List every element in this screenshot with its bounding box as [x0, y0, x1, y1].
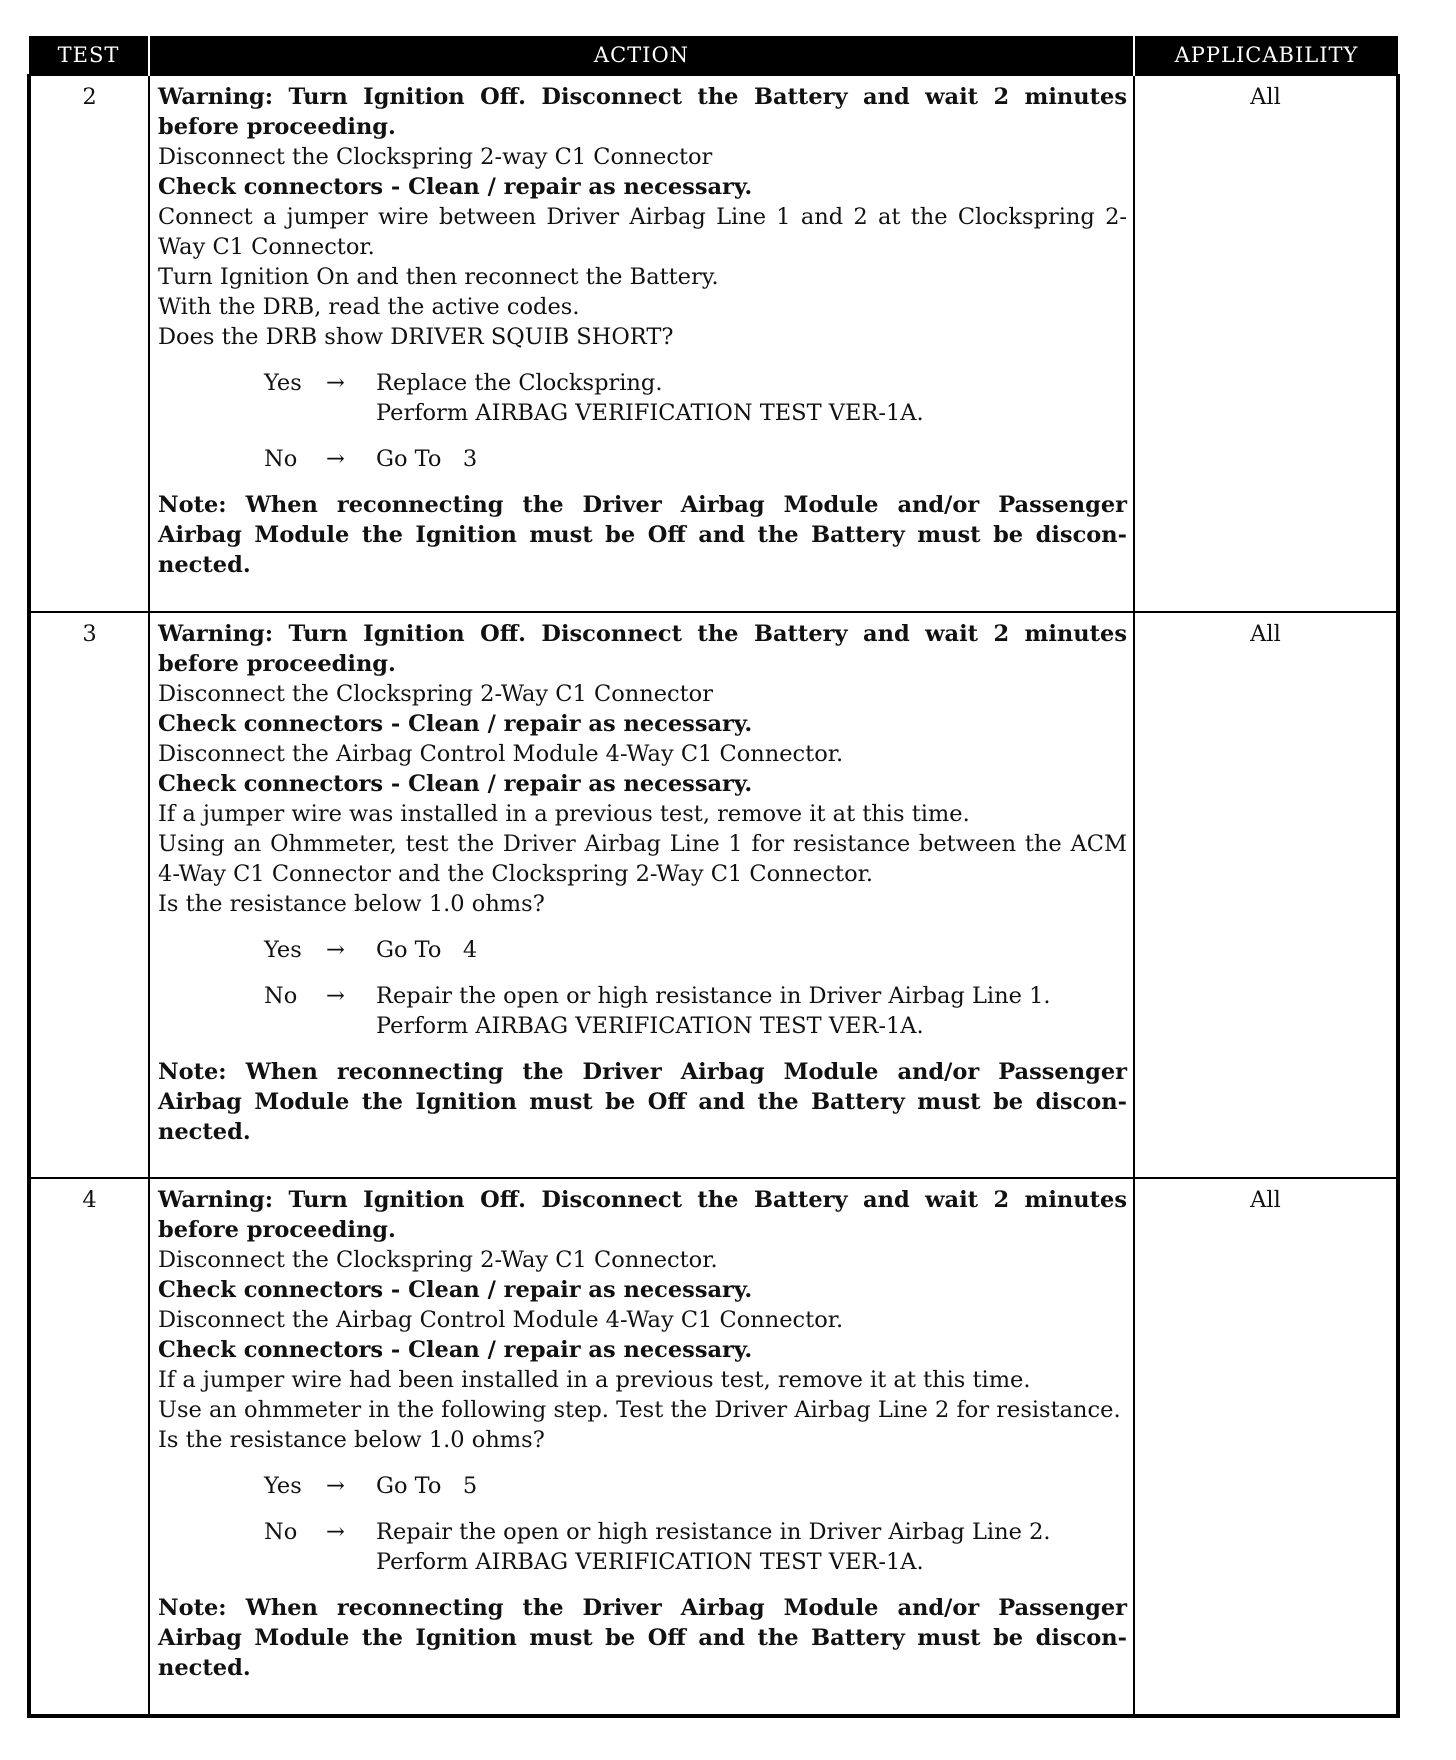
- diagnostic-test-sheet: [27, 36, 1396, 1718]
- note-text: Note: When reconnecting the Driver Airbag Module and/or Passenger Airbag Module the Ignition must be Off and the Battery must be discon-nected.: [158, 1595, 1127, 1681]
- step-text: Check connectors - Clean / repair as necessary.: [158, 1337, 753, 1363]
- arrow-right-icon: →: [326, 1473, 345, 1499]
- step-text: With the DRB, read the active codes.: [158, 294, 580, 320]
- note-text: Note: When reconnecting the Driver Airbag Module and/or Passenger Airbag Module the Ignition must be Off and the Battery must be discon-nected.: [158, 1058, 1127, 1145]
- yes-outcome-body: [376, 1471, 1127, 1501]
- yes-label: Yes: [264, 370, 302, 396]
- arrow-right-icon: →: [326, 936, 345, 963]
- yes-outcome: [158, 1471, 1127, 1501]
- no-outcome: [158, 981, 1127, 1041]
- yes-outcome: [158, 935, 1127, 965]
- no-outcome-line: Perform AIRBAG VERIFICATION TEST VER-1A.: [376, 1549, 924, 1575]
- applicability-value: All: [1134, 1178, 1398, 1716]
- no-outcome-line: Repair the open or high resistance in Driver Airbag Line 2.: [376, 1519, 1051, 1545]
- action-cell: [149, 75, 1134, 612]
- yes-outcome-body: [376, 935, 1127, 965]
- note-text: Note: When reconnecting the Driver Airbag Module and/or Passenger Airbag Module the Ignition must be Off and the Battery must be discon-nected.: [158, 492, 1127, 578]
- test-number: 4: [29, 1178, 149, 1716]
- arrow-right-icon: →: [326, 370, 345, 396]
- no-outcome-body: [376, 444, 1127, 474]
- step-text: Use an ohmmeter in the following step. Test the Driver Airbag Line 2 for resistance.: [158, 1397, 1121, 1423]
- step-text: Check connectors - Clean / repair as necessary.: [158, 710, 753, 737]
- warning-text: Warning: Turn Ignition Off. Disconnect the Battery and wait 2 minutes before proceeding.: [158, 1187, 1127, 1243]
- step-text: Check connectors - Clean / repair as necessary.: [158, 770, 753, 797]
- step-text: Disconnect the Clockspring 2-Way C1 Connector.: [158, 1247, 718, 1273]
- table-row: [29, 75, 1398, 612]
- yes-outcome-line: Replace the Clockspring.: [376, 370, 663, 396]
- table-header-row: [29, 36, 1398, 75]
- test-number: 2: [29, 75, 149, 612]
- no-outcome-line: Go To 3: [376, 446, 478, 472]
- no-label: No: [264, 1519, 298, 1545]
- diagnostic-test-table: [27, 36, 1400, 1718]
- step-text: Connect a jumper wire between Driver Airbag Line 1 and 2 at the Clockspring 2-Way C1 Connector.: [158, 204, 1127, 260]
- step-text: Is the resistance below 1.0 ohms?: [158, 890, 545, 917]
- yes-outcome: [158, 368, 1127, 428]
- no-label: No: [264, 982, 298, 1009]
- applicability-value: All: [1134, 75, 1398, 612]
- no-outcome: [158, 444, 1127, 474]
- no-label: No: [264, 446, 298, 472]
- step-text: Using an Ohmmeter, test the Driver Airbag Line 1 for resistance between the ACM 4-Way C1 Connector and the Clockspring 2-Way C1 Connector.: [158, 830, 1127, 887]
- step-text: Check connectors - Clean / repair as necessary.: [158, 174, 753, 200]
- applicability-value: All: [1134, 612, 1398, 1179]
- yes-outcome-line: Perform AIRBAG VERIFICATION TEST VER-1A.: [376, 400, 924, 426]
- step-text: Is the resistance below 1.0 ohms?: [158, 1427, 545, 1453]
- step-text: If a jumper wire was installed in a previous test, remove it at this time.: [158, 800, 970, 827]
- step-text: If a jumper wire had been installed in a previous test, remove it at this time.: [158, 1367, 1031, 1393]
- no-outcome-body: [376, 981, 1127, 1041]
- yes-label: Yes: [264, 936, 302, 963]
- warning-text: Warning: Turn Ignition Off. Disconnect the Battery and wait 2 minutes before proceeding.: [158, 84, 1127, 140]
- no-outcome-line: Repair the open or high resistance in Driver Airbag Line 1.: [376, 982, 1051, 1009]
- step-text: Disconnect the Airbag Control Module 4-Way C1 Connector.: [158, 1307, 844, 1333]
- step-text: Check connectors - Clean / repair as necessary.: [158, 1277, 753, 1303]
- action-cell: [149, 1178, 1134, 1716]
- arrow-right-icon: →: [326, 446, 345, 472]
- step-text: Turn Ignition On and then reconnect the Battery.: [158, 264, 719, 290]
- arrow-right-icon: →: [326, 982, 345, 1009]
- table-row: [29, 612, 1398, 1179]
- no-outcome-line: Perform AIRBAG VERIFICATION TEST VER-1A.: [376, 1012, 924, 1039]
- table-row: [29, 1178, 1398, 1716]
- yes-outcome-line: Go To 5: [376, 1473, 478, 1499]
- step-text: Does the DRB show DRIVER SQUIB SHORT?: [158, 324, 674, 350]
- action-cell: [149, 612, 1134, 1179]
- arrow-right-icon: →: [326, 1519, 345, 1545]
- no-outcome: [158, 1517, 1127, 1577]
- test-number: 3: [29, 612, 149, 1179]
- yes-label: Yes: [264, 1473, 302, 1499]
- yes-outcome-line: Go To 4: [376, 936, 478, 963]
- header-test: TEST: [29, 36, 149, 75]
- warning-text: Warning: Turn Ignition Off. Disconnect the Battery and wait 2 minutes before proceeding.: [158, 620, 1127, 677]
- yes-outcome-body: [376, 368, 1127, 428]
- step-text: Disconnect the Clockspring 2-way C1 Connector: [158, 144, 713, 170]
- no-outcome-body: [376, 1517, 1127, 1577]
- step-text: Disconnect the Airbag Control Module 4-Way C1 Connector.: [158, 740, 844, 767]
- header-action: ACTION: [149, 36, 1134, 75]
- header-applicability: APPLICABILITY: [1134, 36, 1398, 75]
- step-text: Disconnect the Clockspring 2-Way C1 Connector: [158, 680, 713, 707]
